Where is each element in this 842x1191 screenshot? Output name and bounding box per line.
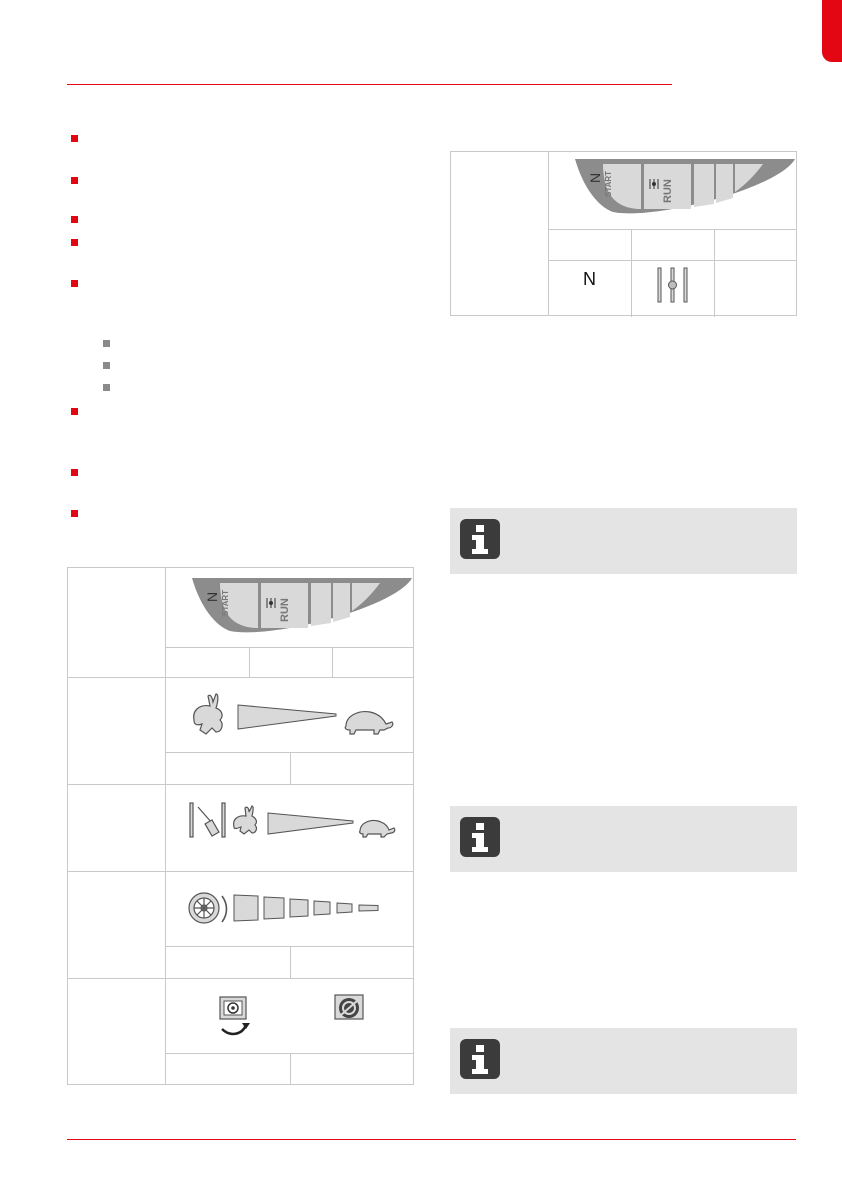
mode-table <box>450 151 797 316</box>
svg-text:N: N <box>587 172 603 183</box>
list-item-bullet <box>71 510 78 517</box>
list-item-bullet <box>71 239 78 246</box>
page-corner-tab <box>822 0 842 62</box>
settings-table <box>67 567 414 1085</box>
mode-dial-icon <box>573 157 797 217</box>
info-note <box>450 806 797 872</box>
turtle-icon <box>345 712 393 734</box>
info-icon <box>460 1039 500 1079</box>
info-note <box>450 1028 797 1094</box>
run-label: RUN <box>662 179 674 203</box>
mode-dial-icon <box>190 576 414 636</box>
start-label: START <box>221 589 230 616</box>
speed-wedge <box>238 705 336 729</box>
start-label: START <box>604 170 613 197</box>
decreasing-steps <box>234 895 378 921</box>
list-item-bullet <box>71 135 78 142</box>
rabbit-icon <box>194 694 222 734</box>
list-item-bullet <box>71 177 78 184</box>
list-item-bullet <box>71 280 78 287</box>
sub-list-item-bullet <box>103 340 110 347</box>
info-icon <box>460 519 500 559</box>
list-item-bullet <box>71 408 78 415</box>
turtle-icon <box>360 820 395 837</box>
speed-wedge <box>268 813 353 834</box>
svg-text:N: N <box>204 591 220 602</box>
run-label: RUN <box>279 598 291 622</box>
rabbit-icon <box>234 806 257 834</box>
gear-reduction-icon <box>188 888 398 928</box>
neutral-symbol: N <box>583 269 596 289</box>
sub-list-item-bullet <box>103 384 110 391</box>
run-position-icon <box>656 266 690 306</box>
wheel-icon <box>189 893 227 923</box>
info-icon <box>460 817 500 857</box>
lever-icon <box>190 803 225 837</box>
lever-speed-icon <box>188 801 398 841</box>
sub-list-item-bullet <box>103 362 110 369</box>
info-note <box>450 508 797 574</box>
speed-range-icon <box>186 690 396 740</box>
list-item-bullet <box>71 469 78 476</box>
gear-rotate-icon <box>216 993 256 1039</box>
header-rule <box>67 84 672 85</box>
list-item-bullet <box>71 216 78 223</box>
footer-rule <box>67 1139 796 1140</box>
gear-disabled-icon <box>333 993 367 1023</box>
